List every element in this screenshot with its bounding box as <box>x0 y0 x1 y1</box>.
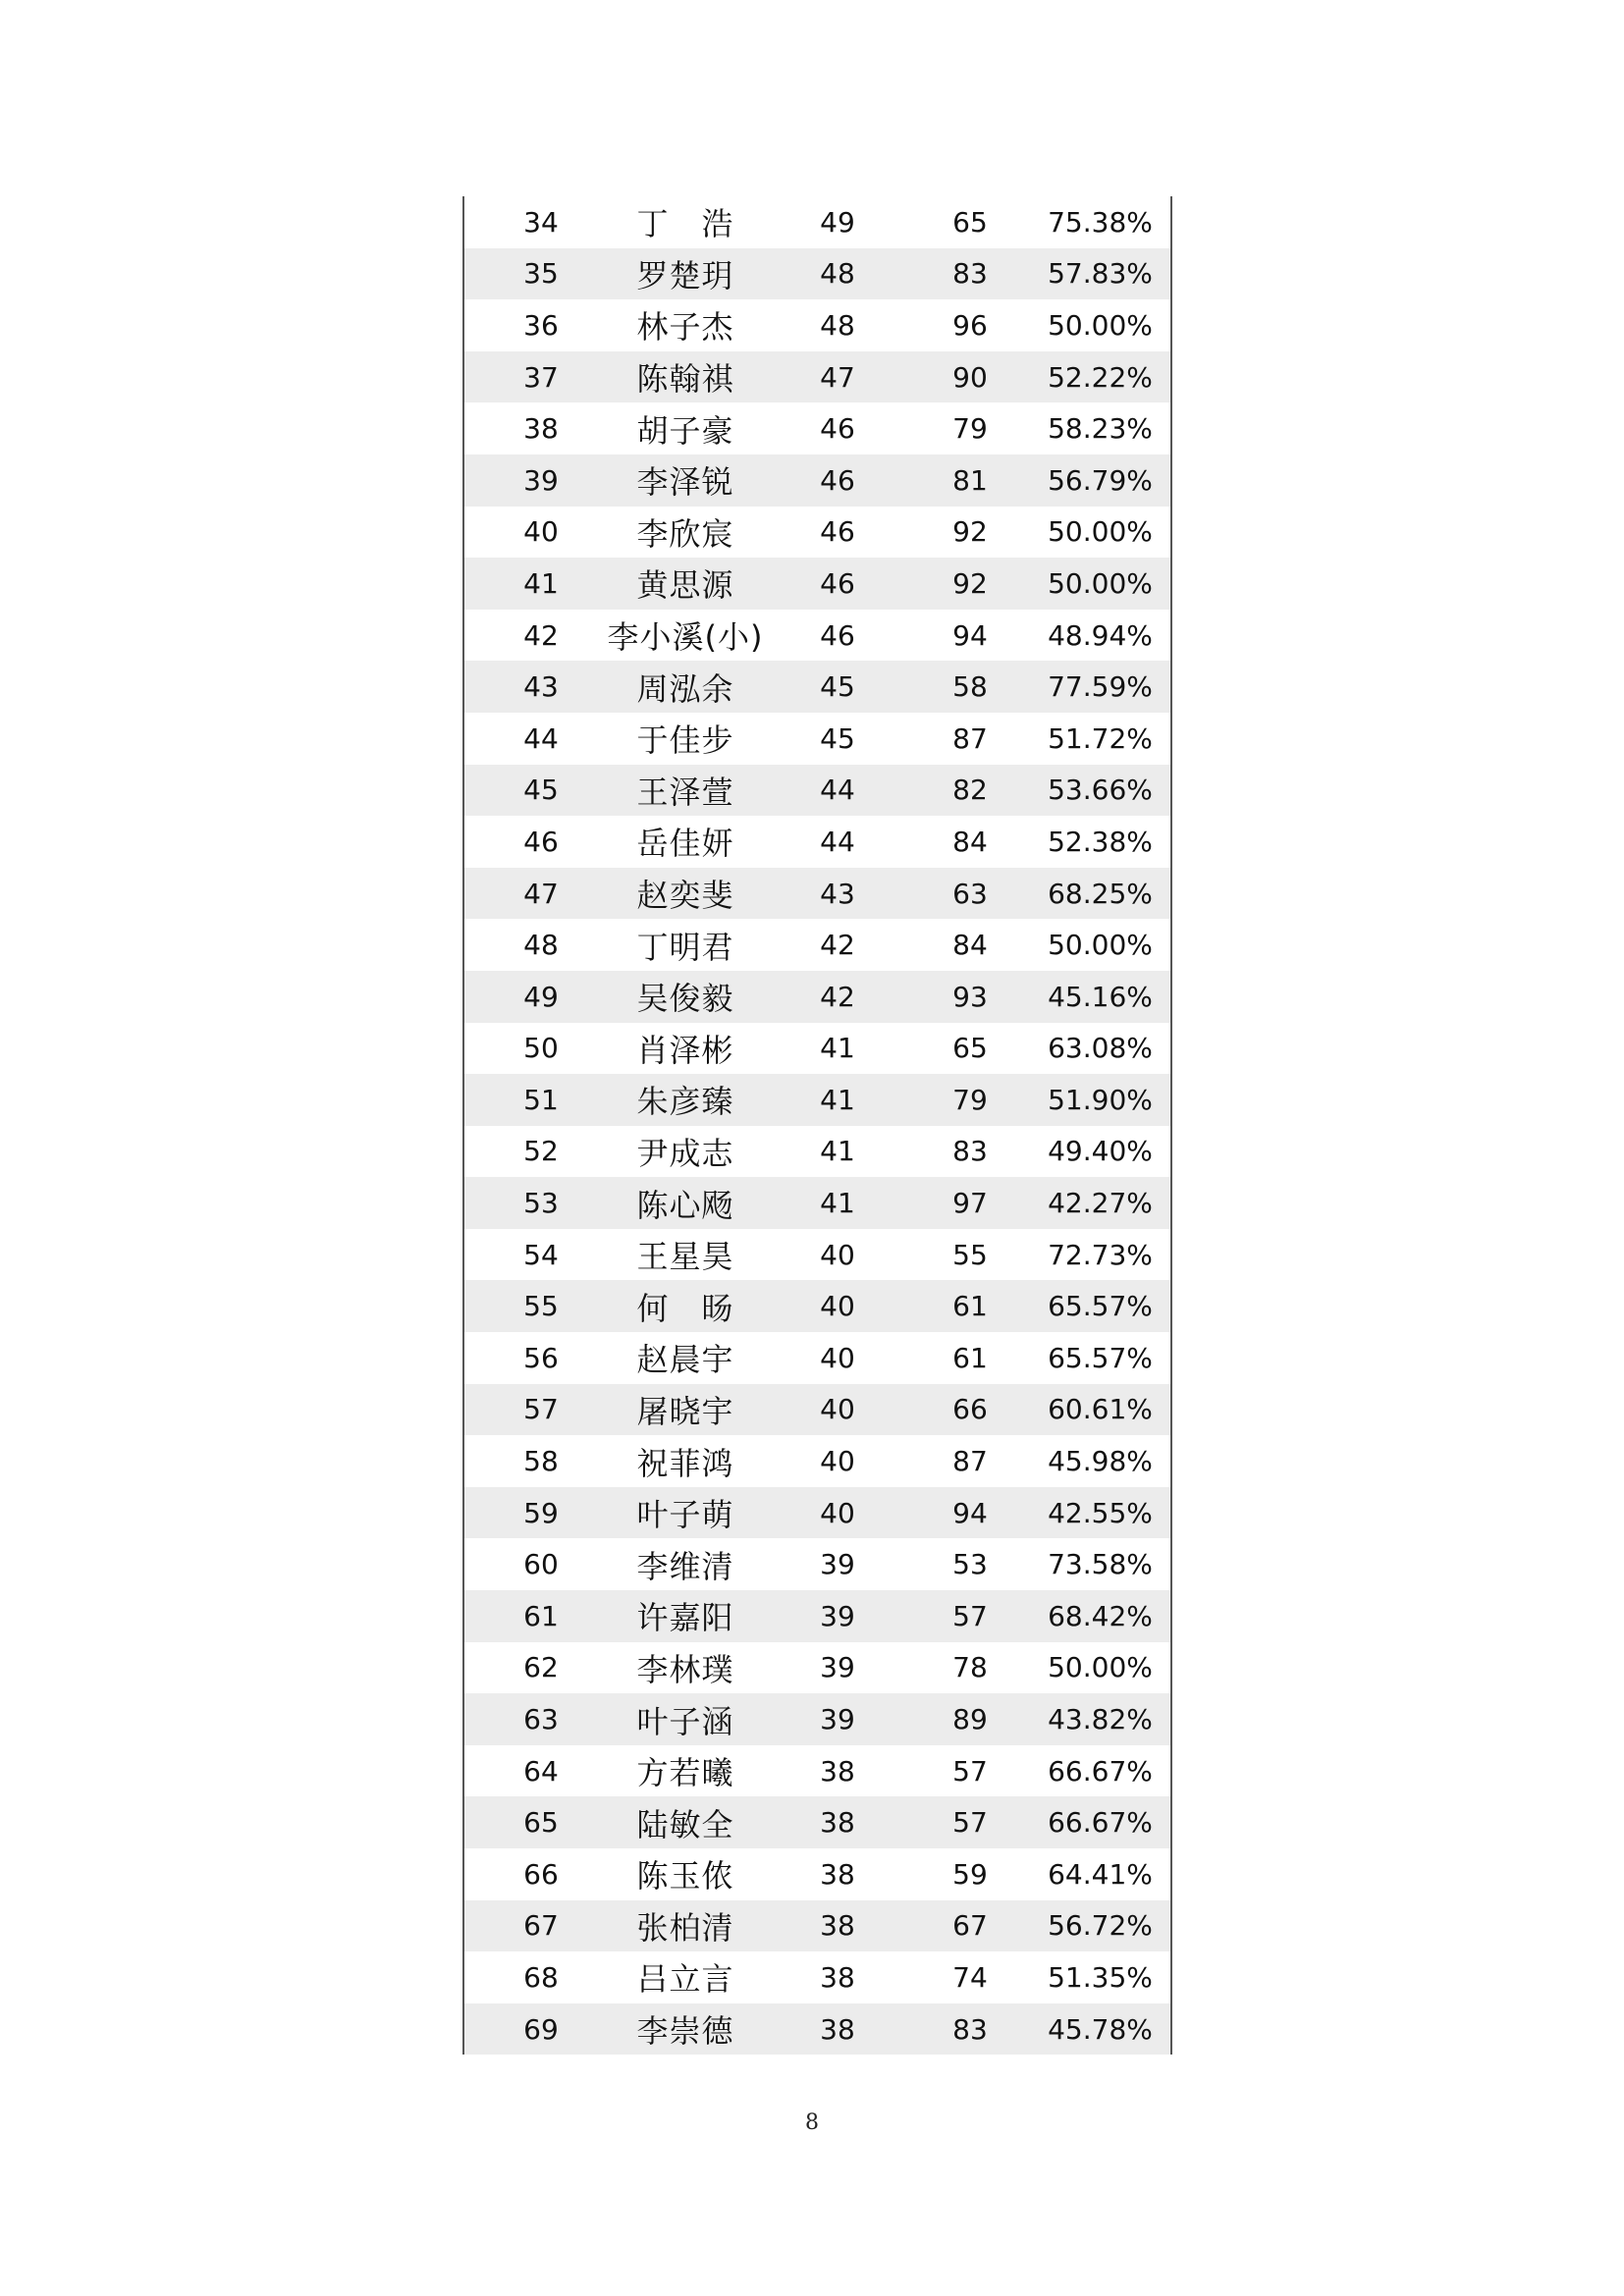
total-cell: 83 <box>952 2012 988 2046</box>
name-cell: 陈翰祺 <box>636 360 734 399</box>
rank-cell: 69 <box>523 2012 559 2046</box>
rank-cell: 47 <box>523 877 559 910</box>
total-cell: 84 <box>952 929 988 962</box>
name-cell: 王泽萱 <box>636 773 734 811</box>
score-cell: 47 <box>820 360 855 394</box>
table-row <box>464 402 1170 454</box>
score-cell: 40 <box>820 1290 855 1323</box>
rate-cell: 65.57% <box>1048 1341 1153 1374</box>
rank-cell: 64 <box>523 1754 559 1788</box>
name-cell: 尹成志 <box>636 1134 734 1172</box>
rank-cell: 42 <box>523 618 559 652</box>
rank-cell: 57 <box>523 1393 559 1426</box>
rank-cell: 41 <box>523 566 559 600</box>
rate-cell: 58.23% <box>1048 412 1153 446</box>
table-row <box>464 454 1170 507</box>
total-cell: 94 <box>952 1496 988 1529</box>
total-cell: 90 <box>952 360 988 394</box>
name-cell: 于佳步 <box>636 721 734 760</box>
score-cell: 46 <box>820 412 855 446</box>
rank-cell: 68 <box>523 1960 559 1994</box>
rank-cell: 52 <box>523 1135 559 1168</box>
rank-cell: 45 <box>523 774 559 807</box>
score-cell: 46 <box>820 618 855 652</box>
table-row <box>464 919 1170 971</box>
total-cell: 82 <box>952 774 988 807</box>
rank-cell: 50 <box>523 1032 559 1065</box>
rate-cell: 49.40% <box>1048 1135 1153 1168</box>
total-cell: 84 <box>952 825 988 858</box>
rank-cell: 67 <box>523 1909 559 1943</box>
rank-cell: 38 <box>523 412 559 446</box>
total-cell: 93 <box>952 980 988 1013</box>
score-cell: 39 <box>820 1703 855 1736</box>
name-cell: 李维清 <box>636 1547 734 1585</box>
name-cell: 吴俊毅 <box>636 980 734 1018</box>
table-row <box>464 1177 1170 1229</box>
rate-cell: 65.57% <box>1048 1290 1153 1323</box>
rate-cell: 64.41% <box>1048 1857 1153 1891</box>
score-cell: 40 <box>820 1238 855 1271</box>
name-cell: 吕立言 <box>636 1960 734 1999</box>
score-cell: 38 <box>820 1754 855 1788</box>
rank-cell: 49 <box>523 980 559 1013</box>
table-row <box>464 1900 1170 1952</box>
rank-cell: 40 <box>523 515 559 549</box>
total-cell: 97 <box>952 1187 988 1220</box>
name-cell: 叶子涵 <box>636 1702 734 1740</box>
total-cell: 94 <box>952 618 988 652</box>
rate-cell: 53.66% <box>1048 774 1153 807</box>
total-cell: 57 <box>952 1599 988 1632</box>
rate-cell: 45.16% <box>1048 980 1153 1013</box>
rank-cell: 35 <box>523 257 559 291</box>
rate-cell: 51.35% <box>1048 1960 1153 1994</box>
table-row <box>464 765 1170 817</box>
name-cell: 李崇德 <box>636 2012 734 2051</box>
table-row <box>464 196 1170 248</box>
total-cell: 65 <box>952 205 988 239</box>
score-cell: 42 <box>820 929 855 962</box>
total-cell: 92 <box>952 566 988 600</box>
table-row <box>464 1642 1170 1694</box>
table-row <box>464 558 1170 610</box>
score-cell: 39 <box>820 1599 855 1632</box>
table-row <box>464 971 1170 1023</box>
name-cell: 李欣宸 <box>636 514 734 553</box>
name-cell: 陈心飏 <box>636 1186 734 1224</box>
rate-cell: 50.00% <box>1048 1651 1153 1684</box>
rate-cell: 63.08% <box>1048 1032 1153 1065</box>
name-cell: 丁 浩 <box>636 205 734 243</box>
name-cell: 王星昊 <box>636 1238 734 1276</box>
name-cell: 何 旸 <box>636 1289 734 1327</box>
score-cell: 40 <box>820 1341 855 1374</box>
rank-cell: 59 <box>523 1496 559 1529</box>
rank-cell: 55 <box>523 1290 559 1323</box>
total-cell: 81 <box>952 463 988 497</box>
rate-cell: 75.38% <box>1048 205 1153 239</box>
table-row <box>464 1951 1170 2003</box>
score-cell: 48 <box>820 257 855 291</box>
score-cell: 38 <box>820 1857 855 1891</box>
rank-cell: 54 <box>523 1238 559 1271</box>
total-cell: 79 <box>952 1083 988 1116</box>
table-row <box>464 1796 1170 1848</box>
table-row <box>464 1023 1170 1075</box>
name-cell: 林子杰 <box>636 308 734 347</box>
name-cell: 方若曦 <box>636 1754 734 1792</box>
table-row <box>464 1126 1170 1178</box>
rank-cell: 65 <box>523 1806 559 1840</box>
score-cell: 46 <box>820 463 855 497</box>
name-cell: 丁明君 <box>636 928 734 966</box>
rank-cell: 36 <box>523 308 559 342</box>
name-cell: 肖泽彬 <box>636 1031 734 1069</box>
rate-cell: 73.58% <box>1048 1548 1153 1581</box>
rank-cell: 61 <box>523 1599 559 1632</box>
rate-cell: 51.72% <box>1048 721 1153 755</box>
score-cell: 39 <box>820 1651 855 1684</box>
table-row <box>464 1074 1170 1126</box>
rank-cell: 60 <box>523 1548 559 1581</box>
rate-cell: 66.67% <box>1048 1754 1153 1788</box>
score-cell: 48 <box>820 308 855 342</box>
score-cell: 41 <box>820 1032 855 1065</box>
total-cell: 83 <box>952 1135 988 1168</box>
total-cell: 53 <box>952 1548 988 1581</box>
score-cell: 49 <box>820 205 855 239</box>
rank-cell: 39 <box>523 463 559 497</box>
name-cell: 朱彦臻 <box>636 1083 734 1121</box>
name-cell: 李林璞 <box>636 1650 734 1688</box>
score-cell: 39 <box>820 1548 855 1581</box>
name-cell: 周泓余 <box>636 669 734 708</box>
total-cell: 89 <box>952 1703 988 1736</box>
name-cell: 叶子萌 <box>636 1496 734 1534</box>
name-cell: 许嘉阳 <box>636 1599 734 1637</box>
total-cell: 92 <box>952 515 988 549</box>
rate-cell: 51.90% <box>1048 1083 1153 1116</box>
score-cell: 41 <box>820 1135 855 1168</box>
rate-cell: 60.61% <box>1048 1393 1153 1426</box>
table-row <box>464 299 1170 351</box>
rate-cell: 56.72% <box>1048 1909 1153 1943</box>
score-cell: 38 <box>820 1806 855 1840</box>
score-cell: 38 <box>820 1909 855 1943</box>
rate-cell: 68.25% <box>1048 877 1153 910</box>
total-cell: 55 <box>952 1238 988 1271</box>
table-row <box>464 1384 1170 1436</box>
score-cell: 40 <box>820 1496 855 1529</box>
name-cell: 赵晨宇 <box>636 1341 734 1379</box>
name-cell: 李小溪(小) <box>607 618 764 657</box>
rank-cell: 63 <box>523 1703 559 1736</box>
rate-cell: 50.00% <box>1048 929 1153 962</box>
score-cell: 40 <box>820 1445 855 1478</box>
score-cell: 43 <box>820 877 855 910</box>
score-cell: 46 <box>820 515 855 549</box>
total-cell: 78 <box>952 1651 988 1684</box>
table-row <box>464 1693 1170 1745</box>
table-row <box>464 1435 1170 1487</box>
table-row <box>464 816 1170 868</box>
score-cell: 41 <box>820 1187 855 1220</box>
score-cell: 46 <box>820 566 855 600</box>
table-row <box>464 610 1170 662</box>
score-cell: 44 <box>820 825 855 858</box>
rate-cell: 72.73% <box>1048 1238 1153 1271</box>
name-cell: 陈玉侬 <box>636 1857 734 1896</box>
rank-cell: 56 <box>523 1341 559 1374</box>
rate-cell: 57.83% <box>1048 257 1153 291</box>
rank-cell: 37 <box>523 360 559 394</box>
name-cell: 张柏清 <box>636 1908 734 1947</box>
table-row <box>464 507 1170 559</box>
score-cell: 45 <box>820 670 855 704</box>
total-cell: 57 <box>952 1806 988 1840</box>
table-row <box>464 1590 1170 1642</box>
total-cell: 57 <box>952 1754 988 1788</box>
rank-cell: 48 <box>523 929 559 962</box>
table-row <box>464 1745 1170 1797</box>
rank-cell: 58 <box>523 1445 559 1478</box>
name-cell: 赵奕斐 <box>636 877 734 915</box>
rate-cell: 66.67% <box>1048 1806 1153 1840</box>
table-row <box>464 661 1170 713</box>
rate-cell: 50.00% <box>1048 308 1153 342</box>
table-row <box>464 1538 1170 1590</box>
score-cell: 41 <box>820 1083 855 1116</box>
total-cell: 61 <box>952 1290 988 1323</box>
table-row <box>464 2003 1170 2056</box>
rank-cell: 43 <box>523 670 559 704</box>
total-cell: 63 <box>952 877 988 910</box>
rate-cell: 42.55% <box>1048 1496 1153 1529</box>
total-cell: 79 <box>952 412 988 446</box>
score-cell: 40 <box>820 1393 855 1426</box>
rate-cell: 52.38% <box>1048 825 1153 858</box>
name-cell: 胡子豪 <box>636 411 734 450</box>
rank-cell: 53 <box>523 1187 559 1220</box>
rate-cell: 50.00% <box>1048 515 1153 549</box>
rank-cell: 34 <box>523 205 559 239</box>
total-cell: 96 <box>952 308 988 342</box>
table-row <box>464 1487 1170 1539</box>
rank-cell: 66 <box>523 1857 559 1891</box>
total-cell: 65 <box>952 1032 988 1065</box>
rate-cell: 56.79% <box>1048 463 1153 497</box>
rate-cell: 52.22% <box>1048 360 1153 394</box>
page-number: 8 <box>805 2110 819 2135</box>
name-cell: 李泽锐 <box>636 463 734 502</box>
total-cell: 83 <box>952 257 988 291</box>
rank-cell: 51 <box>523 1083 559 1116</box>
ranking-table <box>462 196 1172 2055</box>
name-cell: 祝菲鸿 <box>636 1444 734 1482</box>
name-cell: 黄思源 <box>636 566 734 605</box>
rate-cell: 45.98% <box>1048 1445 1153 1478</box>
rank-cell: 46 <box>523 825 559 858</box>
table-row <box>464 248 1170 300</box>
score-cell: 38 <box>820 2012 855 2046</box>
score-cell: 38 <box>820 1960 855 1994</box>
table-row <box>464 713 1170 765</box>
total-cell: 58 <box>952 670 988 704</box>
total-cell: 74 <box>952 1960 988 1994</box>
score-cell: 42 <box>820 980 855 1013</box>
score-cell: 44 <box>820 774 855 807</box>
total-cell: 87 <box>952 721 988 755</box>
table-row <box>464 1848 1170 1900</box>
rate-cell: 48.94% <box>1048 618 1153 652</box>
rate-cell: 50.00% <box>1048 566 1153 600</box>
rate-cell: 77.59% <box>1048 670 1153 704</box>
name-cell: 岳佳妍 <box>636 825 734 863</box>
table-row <box>464 351 1170 403</box>
table-row <box>464 1332 1170 1384</box>
rate-cell: 43.82% <box>1048 1703 1153 1736</box>
name-cell: 陆敏全 <box>636 1805 734 1843</box>
total-cell: 87 <box>952 1445 988 1478</box>
rank-cell: 44 <box>523 721 559 755</box>
table-row <box>464 1280 1170 1332</box>
score-cell: 45 <box>820 721 855 755</box>
rate-cell: 45.78% <box>1048 2012 1153 2046</box>
name-cell: 屠晓宇 <box>636 1392 734 1430</box>
rank-cell: 62 <box>523 1651 559 1684</box>
total-cell: 66 <box>952 1393 988 1426</box>
table-row <box>464 1229 1170 1281</box>
rate-cell: 68.42% <box>1048 1599 1153 1632</box>
table-row <box>464 868 1170 920</box>
name-cell: 罗楚玥 <box>636 256 734 294</box>
total-cell: 61 <box>952 1341 988 1374</box>
total-cell: 59 <box>952 1857 988 1891</box>
rate-cell: 42.27% <box>1048 1187 1153 1220</box>
total-cell: 67 <box>952 1909 988 1943</box>
